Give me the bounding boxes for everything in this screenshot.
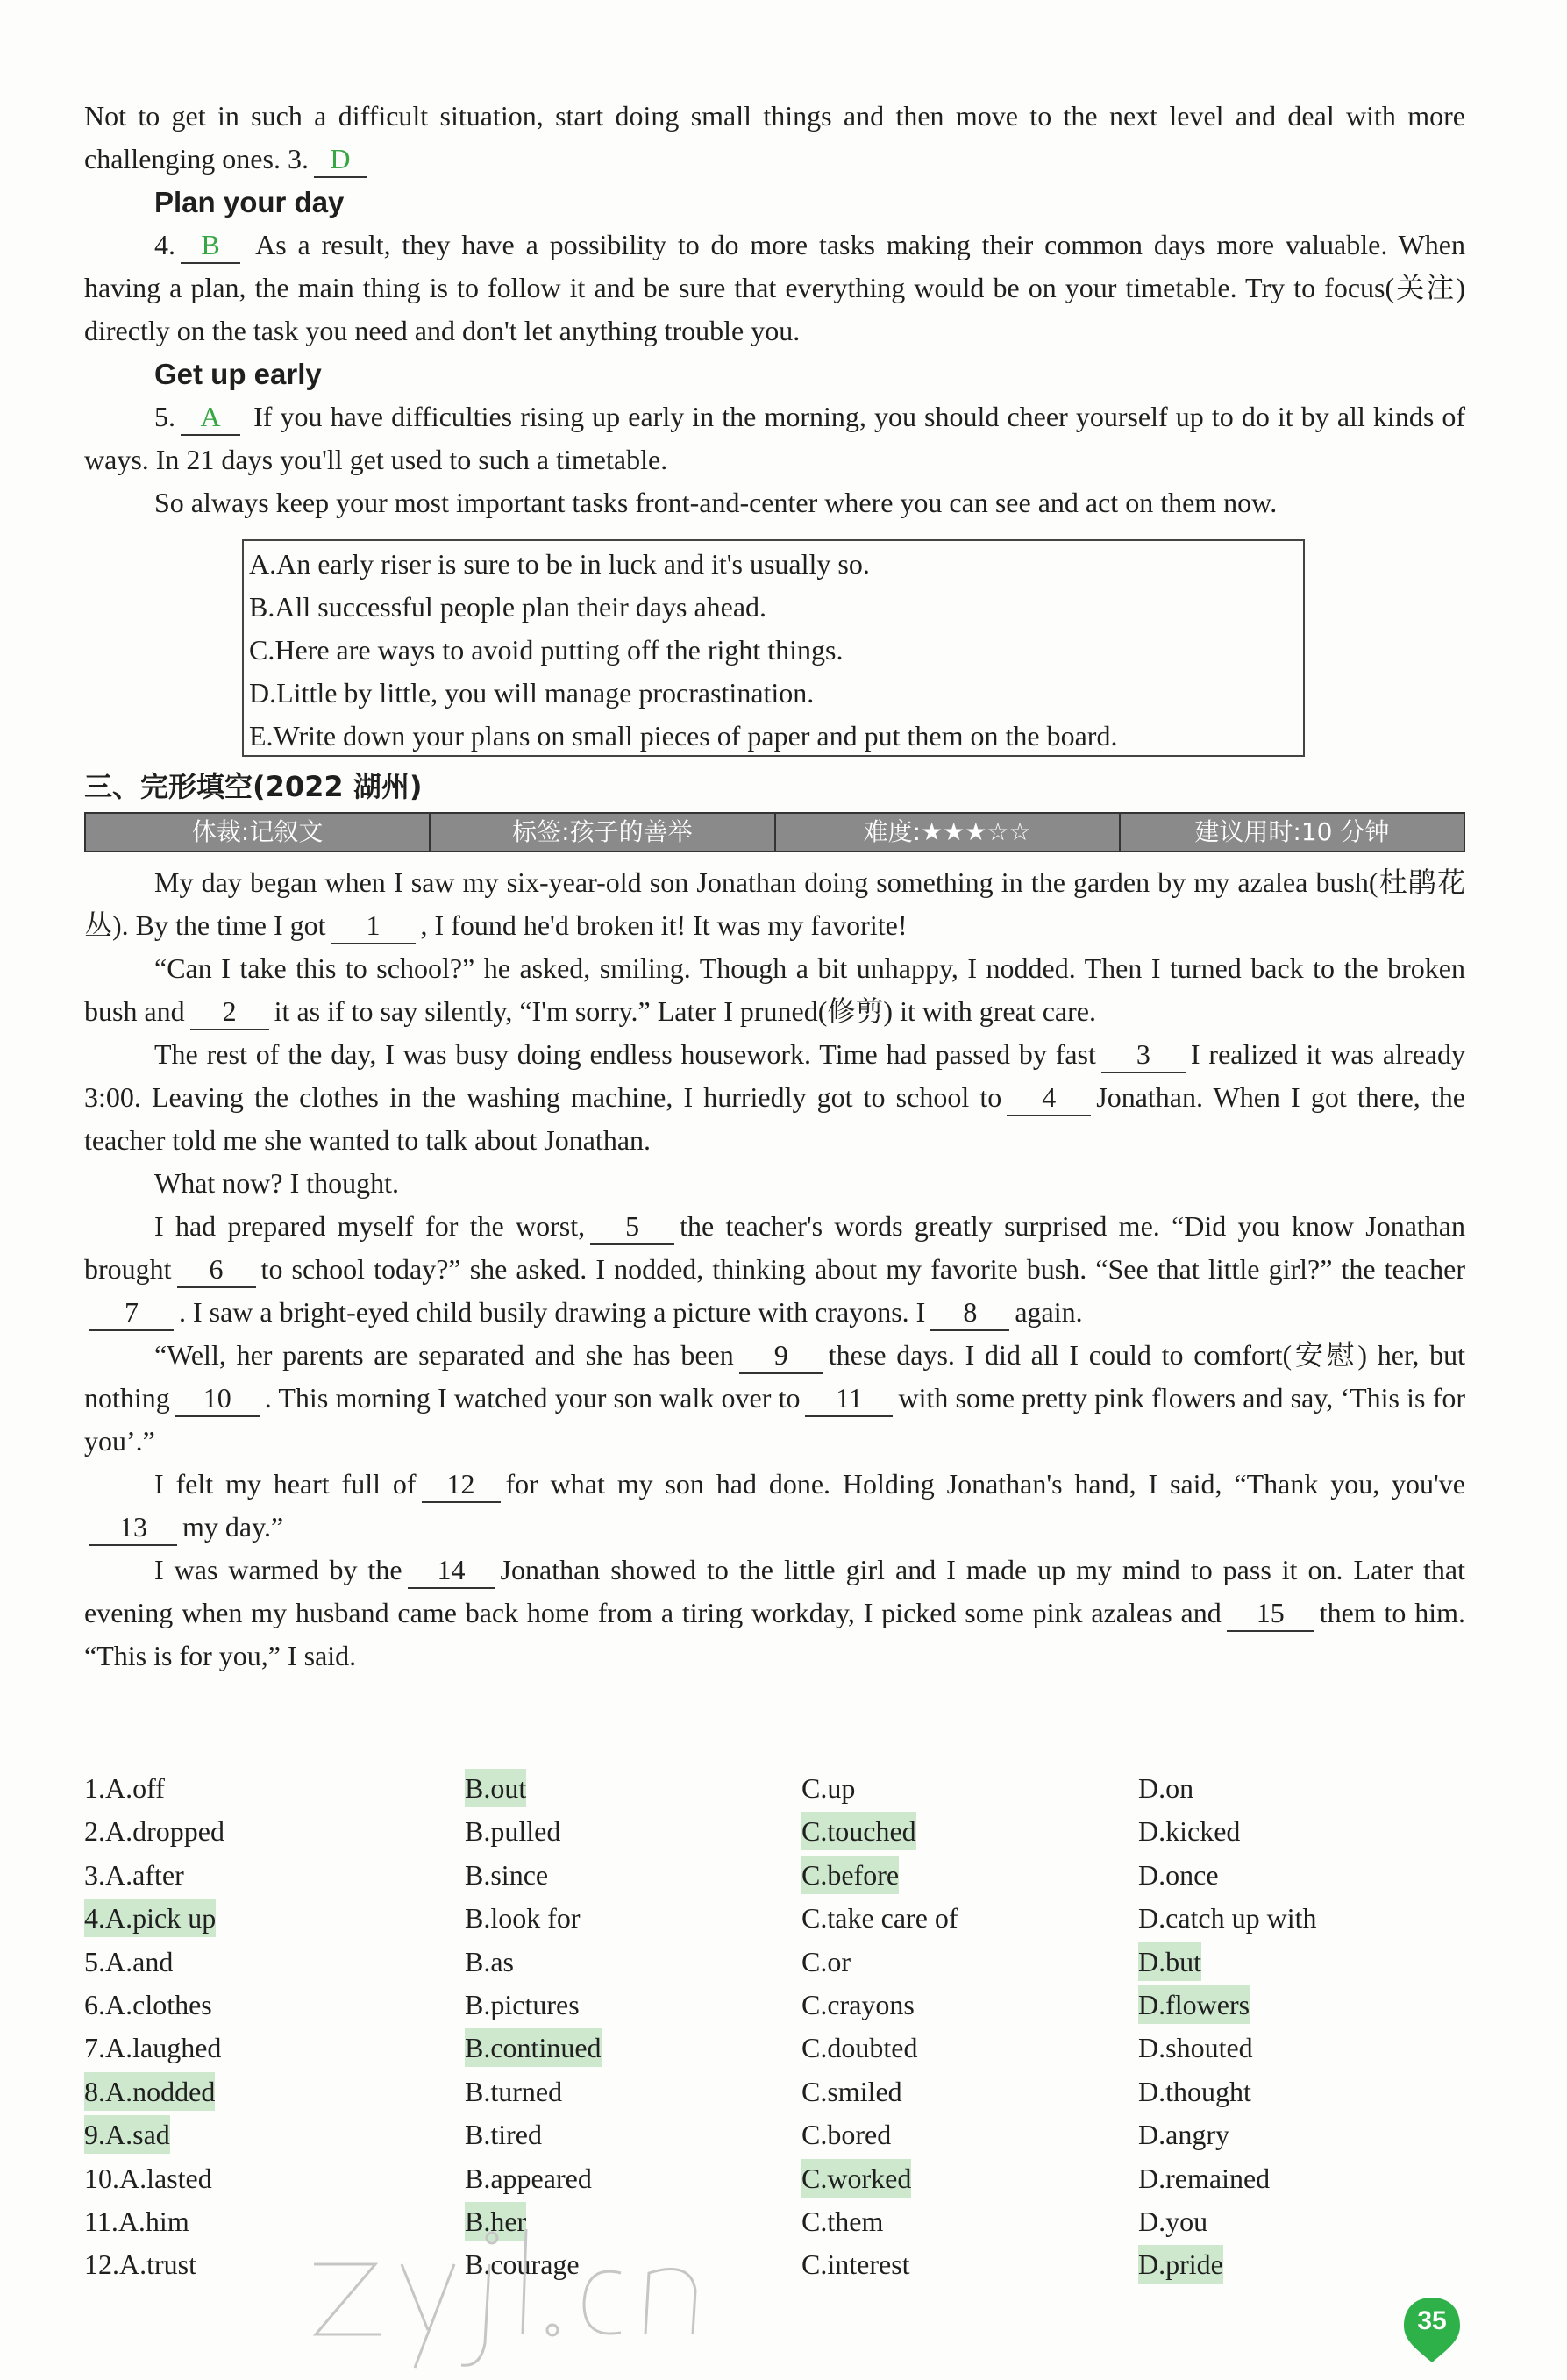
blank-3: 3 <box>1101 1037 1186 1073</box>
choice-option-c: C.them <box>801 2205 884 2237</box>
choice-option-d: D.kicked <box>1138 1815 1241 1848</box>
choice-option-b: B.continued <box>465 2028 602 2067</box>
blank-12: 12 <box>422 1466 501 1503</box>
option-b: B.All successful people plan their days ahead. <box>249 591 767 623</box>
choice-row <box>84 2115 1465 2158</box>
answer-blank-4 <box>181 227 240 264</box>
choice-option-a: 7.A.laughed <box>84 2032 222 2064</box>
choice-option-c: C.touched <box>801 1812 916 1850</box>
choice-option-d: D.angry <box>1138 2119 1229 2151</box>
answer-4: B <box>201 229 220 260</box>
cloze-paragraph-1 <box>84 861 1465 947</box>
cloze-text: again. <box>1015 1296 1083 1328</box>
time-cell: 建议用时:10 分钟 <box>1194 817 1390 846</box>
choice-option-a: 3.A.after <box>84 1858 184 1891</box>
choice-option-b: B.tired <box>465 2119 542 2151</box>
choice-list <box>84 1769 1465 2289</box>
cloze-text: to school today?” she asked. I nodded, thinking about my favorite bush. “See that little girl?” the teacher <box>260 1253 1465 1285</box>
choice-option-b: B.pictures <box>465 1988 580 2020</box>
blank-1: 1 <box>331 908 416 944</box>
option-c: C.Here are ways to avoid putting off the right things. <box>249 634 844 666</box>
blank-14: 14 <box>408 1552 495 1589</box>
cloze-paragraph-7 <box>84 1463 1465 1549</box>
choice-option-b: B.courage <box>465 2248 580 2281</box>
cloze-paragraph-5 <box>84 1205 1465 1334</box>
choice-option-b: B.turned <box>465 2075 563 2107</box>
blank-6: 6 <box>177 1251 256 1288</box>
heading-get-up-early: Get up early <box>154 358 322 390</box>
cloze-text: “Well, her parents are separated and she has been <box>154 1339 734 1371</box>
paragraph-5 <box>84 395 1465 481</box>
final-paragraph: So always keep your most important tasks front-and-center where you can see and act on them now. <box>154 487 1278 518</box>
choice-row <box>84 1856 1465 1899</box>
choice-row <box>84 2159 1465 2202</box>
choice-row <box>84 1769 1465 1812</box>
choice-option-b: B.look for <box>465 1902 581 1935</box>
cloze-paragraph-3 <box>84 1033 1465 1162</box>
cloze-passage <box>84 861 1465 1678</box>
answer-blank-5 <box>181 399 240 436</box>
cloze-text: “Can I take this to school?” he asked, smiling. Though a bit unhappy, I nodded. Then I turned back to the broken bush and <box>84 952 1465 1027</box>
cloze-text: them to him. “This is for you,” I said. <box>84 1597 1466 1671</box>
q5-number: 5. <box>154 401 175 432</box>
options-box <box>242 539 1305 757</box>
choice-option-a: 4.A.pick up <box>84 1899 216 1937</box>
blank-15: 15 <box>1227 1595 1314 1632</box>
choice-option-a: 1.A.off <box>84 1772 165 1804</box>
cloze-text: I had prepared myself for the worst, <box>154 1210 586 1242</box>
choice-row <box>84 2202 1465 2245</box>
watermark-logo <box>305 2212 744 2369</box>
choice-option-a: 12.A.trust <box>84 2248 196 2281</box>
cloze-text: Jonathan. When I got there, the teacher told me she wanted to talk about Jonathan. <box>84 1081 1466 1156</box>
cloze-text: I realized it was already 3:00. Leaving the clothes in the washing machine, I hurriedly got to school to <box>84 1038 1465 1113</box>
choice-option-d: D.shouted <box>1138 2032 1253 2064</box>
blank-7: 7 <box>89 1294 174 1331</box>
choice-option-c: C.interest <box>801 2248 910 2281</box>
cloze-text: Jonathan showed to the little girl and I made up my mind to pass it on. Later that evening when my husband came back home from a tiring workday, I picked some pink azaleas and <box>84 1554 1466 1628</box>
cloze-text: I was warmed by the <box>154 1554 402 1585</box>
cloze-text: . This morning I watched your son walk over to <box>264 1382 801 1414</box>
heading-plan-your-day: Plan your day <box>154 186 345 218</box>
choice-option-b: B.pulled <box>465 1815 561 1848</box>
cloze-text: these days. I did all I could to comfort(安慰) her, but nothing <box>84 1339 1465 1414</box>
cloze-paragraph-2 <box>84 947 1465 1033</box>
choice-option-b: B.her <box>465 2202 526 2241</box>
cloze-text: I felt my heart full of <box>154 1468 417 1500</box>
blank-4: 4 <box>1007 1080 1091 1116</box>
choice-option-d: D.but <box>1138 1942 1201 1981</box>
choice-option-a: 11.A.him <box>84 2205 189 2237</box>
blank-8: 8 <box>930 1294 1009 1331</box>
paragraph-4-text: As a result, they have a possibility to do more tasks making their common days more valuable. When having a plan, the main thing is to follow it and be sure that everything would be on your timetable. Try to focus(关注) directly on the task you need and don't let anything trouble you. <box>84 229 1466 346</box>
cloze-paragraph-8 <box>84 1549 1465 1678</box>
page-number: 35 <box>1417 2306 1447 2335</box>
choice-option-c: C.doubted <box>801 2032 918 2064</box>
choice-option-c: C.take care of <box>801 1902 958 1935</box>
cloze-text: it as if to say silently, “I'm sorry.” Later I pruned(修剪) it with great care. <box>274 995 1096 1027</box>
choice-option-d: D.thought <box>1138 2075 1251 2107</box>
blank-9: 9 <box>739 1337 823 1374</box>
choice-option-b: B.since <box>465 1858 549 1891</box>
reading-passage <box>84 95 1465 524</box>
difficulty-cell: 难度:★★★☆☆ <box>776 814 1121 851</box>
choice-option-c: C.or <box>801 1945 851 1977</box>
choice-option-d: D.remained <box>1138 2162 1271 2194</box>
choice-option-a: 9.A.sad <box>84 2115 170 2154</box>
choice-option-d: D.flowers <box>1138 1985 1250 2024</box>
cloze-text: for what my son had done. Holding Jonathan's hand, I said, “Thank you, you've <box>505 1468 1466 1500</box>
choice-option-b: B.appeared <box>465 2162 592 2194</box>
choice-option-d: D.once <box>1138 1858 1219 1891</box>
choice-option-a: 8.A.nodded <box>84 2072 215 2111</box>
cloze-text: the teacher's words greatly surprised me. “Did you know Jonathan brought <box>84 1210 1466 1285</box>
choice-option-b: B.as <box>465 1945 514 1977</box>
choice-option-c: C.bored <box>801 2119 892 2151</box>
choice-option-c: C.worked <box>801 2159 911 2198</box>
cloze-paragraph-6 <box>84 1334 1465 1463</box>
choice-option-d: D.pride <box>1138 2245 1223 2284</box>
option-e: E.Write down your plans on small pieces of paper and put them on the board. <box>249 720 1118 752</box>
cloze-text: with some pretty pink flowers and say, ‘This is for you’.” <box>84 1382 1465 1457</box>
intro-paragraph <box>84 95 1465 181</box>
intro-text: Not to get in such a difficult situation, start doing small things and then move to the next level and deal with more challenging ones. 3. <box>84 100 1465 175</box>
cloze-text: . I saw a bright-eyed child busily drawing a picture with crayons. I <box>179 1296 926 1328</box>
choice-row <box>84 2028 1465 2071</box>
choice-option-c: C.crayons <box>801 1988 915 2020</box>
option-a: A.An early riser is sure to be in luck and it's usually so. <box>249 548 870 580</box>
section-title: 三、完形填空(2022 湖州) <box>84 770 423 803</box>
cloze-paragraph-4: What now? I thought. <box>154 1167 400 1199</box>
blank-11: 11 <box>805 1380 893 1417</box>
blank-13: 13 <box>89 1509 177 1546</box>
choice-option-a: 5.A.and <box>84 1945 174 1977</box>
choice-row <box>84 1812 1465 1855</box>
choice-option-d: D.on <box>1138 1772 1194 1804</box>
answer-5: A <box>200 401 221 432</box>
paragraph-4 <box>84 224 1465 353</box>
choice-option-c: C.up <box>801 1772 856 1804</box>
blank-10: 10 <box>175 1380 260 1417</box>
cloze-text: , I found he'd broken it! It was my favorite! <box>420 909 908 941</box>
cloze-text: The rest of the day, I was busy doing endless housework. Time had passed by fast <box>154 1038 1096 1070</box>
choice-option-a: 6.A.clothes <box>84 1988 212 2020</box>
blank-2: 2 <box>190 994 269 1030</box>
q4-number: 4. <box>154 229 175 260</box>
tag-cell: 标签:孩子的善举 <box>431 814 775 851</box>
answer-3: D <box>330 143 351 175</box>
choice-option-a: 10.A.lasted <box>84 2162 212 2194</box>
genre-cell: 体裁:记叙文 <box>86 814 431 851</box>
cloze-text: My day began when I saw my six-year-old son Jonathan doing something in the garden by my azalea bush(杜鹃花丛). By the time I got <box>84 866 1465 941</box>
choice-row <box>84 2072 1465 2115</box>
cloze-text: my day.” <box>182 1511 284 1543</box>
paragraph-5-text: If you have difficulties rising up early in the morning, you should cheer yourself up to do it by all kinds of ways. In 21 days you'll get used to such a timetable. <box>84 401 1466 475</box>
choice-row <box>84 1942 1465 1985</box>
choice-option-c: C.smiled <box>801 2075 902 2107</box>
choice-option-a: 2.A.dropped <box>84 1815 224 1848</box>
page-number-badge <box>1402 2296 1462 2355</box>
choice-option-b: B.out <box>465 1769 526 1807</box>
choice-row <box>84 1899 1465 1942</box>
option-d: D.Little by little, you will manage procrastination. <box>249 677 815 709</box>
choice-row <box>84 1985 1465 2028</box>
choice-option-d: D.catch up with <box>1138 1902 1317 1935</box>
choice-row <box>84 2245 1465 2288</box>
choice-option-c: C.before <box>801 1856 899 1894</box>
choice-option-d: D.you <box>1138 2205 1208 2237</box>
info-table <box>84 812 1465 852</box>
blank-5: 5 <box>590 1208 674 1245</box>
answer-blank-3 <box>314 141 367 178</box>
